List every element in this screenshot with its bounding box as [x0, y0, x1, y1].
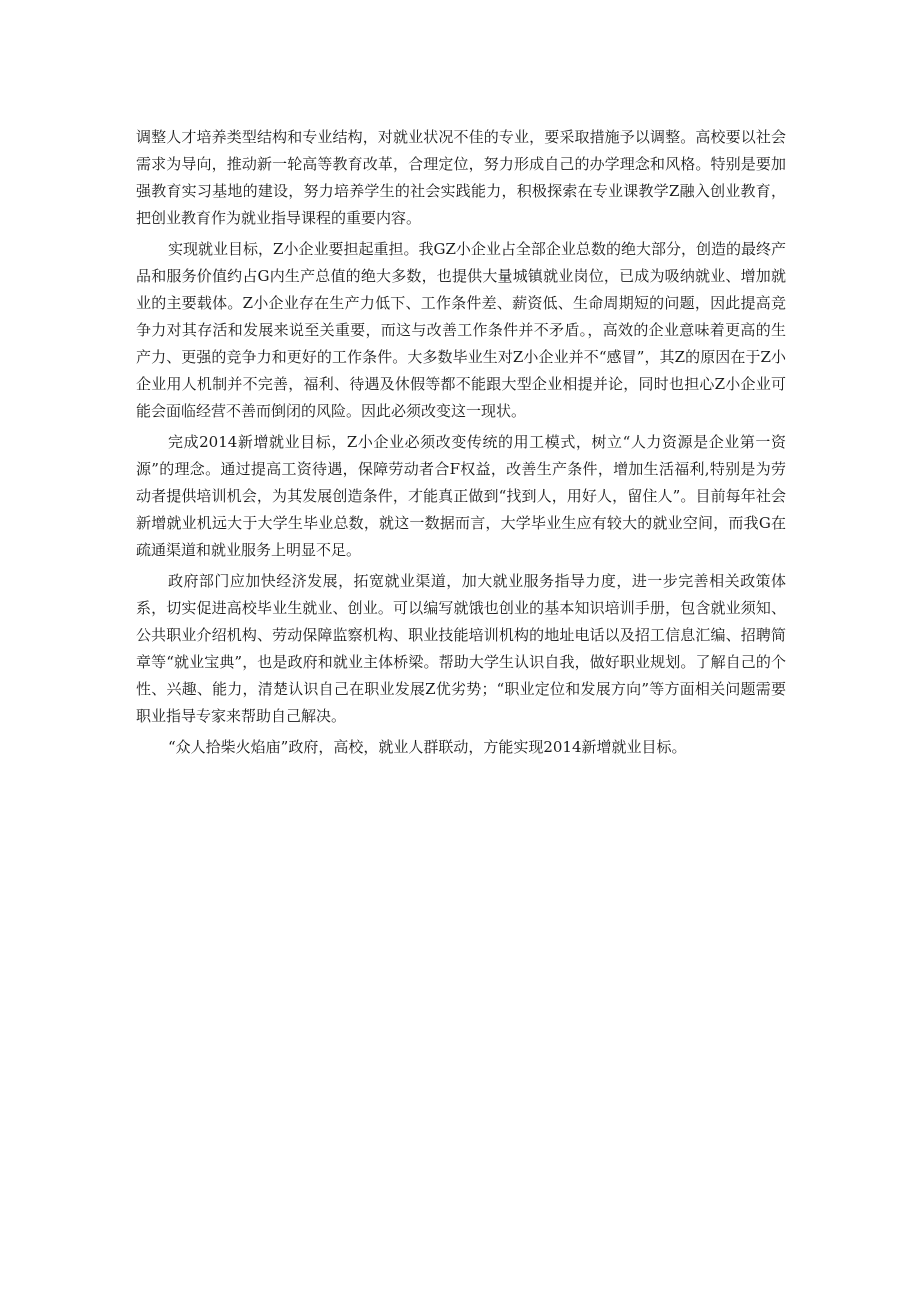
paragraph-5: “众人拾柴火焰庙”政府，高校，就业人群联动，方能实现2014新增就业目标。 — [168, 738, 687, 756]
paragraph-2: 实现就业目标，Z小企业要担起重担。我GZ小企业占全部企业总数的绝大部分，创造的最终产品和服务价值约占G内生产总值的绝大多数，也提供大量城镇就业岗位，已成为吸纳就业、增加就业的主要载体。Z小企业存在生产力低下、工作条件差、薪资低、生命周期短的问题，因此提高竞争力对其存活和发展来说至关重要，而这与改善工作条件并不矛盾。，高效的企业意味着更高的生产力、更强的竞争力和更好的工作条件。大多数毕业生对Z小企业并不“感冒”，其Z的原因在于Z小企业用人机制并不完善，福利、待遇及休假等都不能跟大型企业相提并论，同时也担心Z小企业可能会面临经营不善而倒闭的风险。因此必须改变这一现状。 — [136, 240, 786, 420]
document-body — [136, 124, 786, 765]
paragraph-3: 完成2014新增就业目标，Z小企业必须改变传统的用工模式，树立“人力资源是企业第一资源”的理念。通过提高工资待遇，保障劳动者合F权益，改善生产条件，增加生活福利,特别是为劳动者提供培训机会，为其发展创造条件，才能真正做到“找到人，用好人，留住人”。目前每年社会新增就业机远大于大学生毕业总数，就这一数据而言，大学毕业生应有较大的就业空间，而我G在疏通渠道和就业服务上明显不足。 — [136, 433, 786, 559]
paragraph-1: 调整人才培养类型结构和专业结构，对就业状况不佳的专业，要采取措施予以调整。高校要以社会需求为导向，推动新一轮高等教育改革，合理定位，努力形成自己的办学理念和风格。特别是要加强教育实习基地的建设，努力培养学生的社会实践能力，积极探索在专业课教学Z融入创业教育，把创业教育作为就业指导课程的重要内容。 — [136, 128, 786, 227]
paragraph-4: 政府部门应加快经济发展，拓宽就业渠道，加大就业服务指导力度，进一步完善相关政策体系，切实促进高校毕业生就业、创业。可以编写就饿也创业的基本知识培训手册，包含就业须知、公共职业介绍机构、劳动保障监察机构、职业技能培训机构的地址电话以及招工信息汇编、招聘简章等“就业宝典”，也是政府和就业主体桥梁。帮助大学生认识自我，做好职业规划。了解自己的个性、兴趣、能力，清楚认识自己在职业发展Z优劣势；“职业定位和发展方向”等方面相关问题需要职业指导专家来帮助自己解决。 — [136, 572, 786, 725]
